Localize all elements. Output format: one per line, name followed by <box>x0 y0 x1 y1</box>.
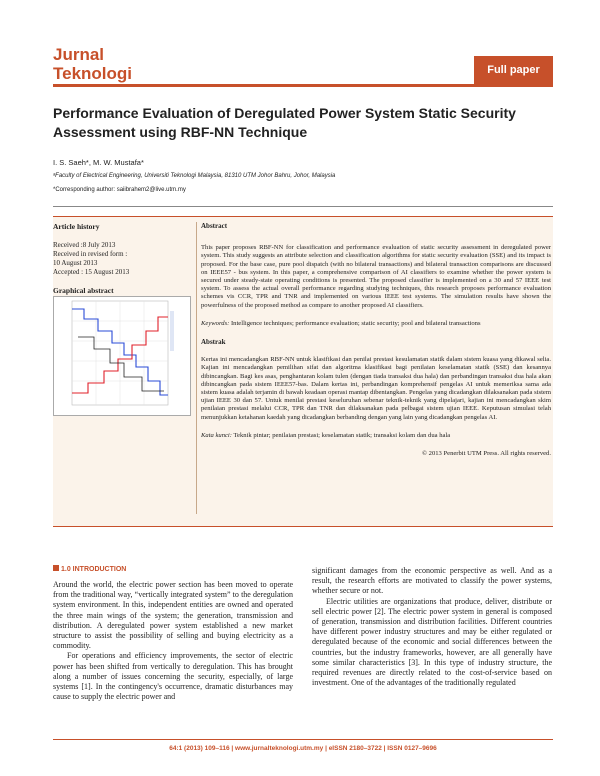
graphical-abstract-plot <box>54 297 190 415</box>
body-column-2 <box>312 566 552 688</box>
revised-date: 10 August 2013 <box>53 259 98 267</box>
section-marker-icon <box>53 565 59 571</box>
keywords-line <box>201 320 551 328</box>
article-history-heading: Article history <box>53 222 100 231</box>
body-column-1 <box>53 580 293 702</box>
intro-paragraph-3: significant damages from the economic perspective as well. And as a result, the research efforts are motivated to classify the power systems, whether secure or not. <box>312 566 552 596</box>
page-footer: 64:1 (2013) 109–116 | www.jurnalteknologi.utm.my | eISSN 2180–3722 | ISSN 0127–9696 <box>169 745 437 752</box>
paper-type-badge: Full paper <box>474 56 553 84</box>
authors: I. S. Saeh*, M. W. Mustafa* <box>53 158 144 167</box>
graphical-abstract-heading: Graphical abstract <box>53 286 114 295</box>
journal-logo <box>53 46 173 82</box>
intro-paragraph-1: Around the world, the electric power section has been moved to operate from the traditional way, “vertically integrated system” to the deregulation system environment. In this, independent entities are owned and operated the three main wings of the system; the generation, transmission and distribution. A deregulated power system established a new market structure to assist the possibility of selling and buying electricity as a commodity. <box>53 580 293 651</box>
intro-paragraph-4: Electric utilities are organizations that produce, deliver, distribute or sell electric power [2]. The electric power system in general is composed of generation, transmission and distribution facilities. Different countries have different power industry structures and may be either regulated or deregulated because of the economic and social differences between the countries, but the industry frameworks, however, are all generally have some similar characteristics [3]. In this type of industry structure, the required revenues are directly related to the cost-of-service based on investment. One of the advantages of the traditionally regulated <box>312 596 552 688</box>
accepted-date: Accepted : 15 August 2013 <box>53 268 130 276</box>
abstract-heading: Abstract <box>201 222 228 230</box>
header-rule <box>53 84 553 87</box>
abstrak-text: Kertas ini mencadangkan RBF-NN untuk klasifikasi dan penilai prestasi kesulamatan statik dalam sistem kuasa yang dikawal selia. Kajian ini mencadangkan pemilihan sifat dan algoritma klasifikasi bagi penilaian keselamatan statik (SSE) dan kesannya dibincangkan. Bagi kes asas, penghantaran kolam tulen (dengan tiada transaksi dua hala) dan perbandingan transaksi dua hala akan dibincangkan pada sistem IEEE57-bas. Dalam kertas ini, perbandingan komprehensif pengelas AI untuk memeriksa sama ada sistem kuasa adalah terjamin di bawah keadaan operasi mantap dibentangkan. Pengelas yang dicadangkan dilaksanakan pada sistem ujian IEEE 30 dan 57. Untuk menilai prestasi keseluruhan sebenar teknik-teknik yang dipelajari, kajian ini mencadangkan skim penilaian prestasi melalui CCR, TPR dan TNR dan dilaksanakan pada pelbagai sistem ujian IEEE. Keputusan simulasi telah menunjukkan ketahanan kaedah yang dicadangkan berbanding dengan yang lain yang dicadangkan pengelas AI. <box>201 356 551 421</box>
introduction-heading-text: 1.0 INTRODUCTION <box>61 566 127 573</box>
copyright: © 2013 Penerbit UTM Press. All rights reserved. <box>422 450 551 458</box>
abstrak-heading: Abstrak <box>201 338 226 347</box>
graphical-abstract-figure <box>53 296 191 416</box>
kata-kunci-line <box>201 432 551 440</box>
article-history <box>53 222 189 296</box>
legend-swatch <box>170 311 174 351</box>
kata-kunci-label: Kata kunci: <box>201 431 232 439</box>
kata-kunci: Teknik pintar; penilaian prestasi; keselamatan statik; transaksi kolam dan dua hala <box>233 431 451 439</box>
keywords: Intelligence techniques; performance evaluation; static security; pool and bilateral transactions <box>230 319 481 327</box>
journal-name-line1: Jurnal <box>53 45 105 64</box>
revised-label: Received in revised form : <box>53 250 128 258</box>
keywords-label: Keywords: <box>201 319 230 327</box>
introduction-heading <box>53 565 126 573</box>
abstract-text: This paper proposes RBF-NN for classification and performance evaluation of static security assessment in deregulated power system. This study suggests an attribute selection and classification algorithms for static security evaluation (SSE) and its impact is proposed. For the base case, pure pool dispatch (with no bilateral transactions) and bilateral transaction comparisons are discussed on IEEE57 - bus system. In this paper, a comprehensive comparison of AI classifiers to examine whether the power system is secured under steady-state operating conditions is presented. The proposed classifier is implemented on a 30 and 57 IEEE test system. To assess the actual overall performance regarding studying techniques, this research proposes performance evaluation schemes vis CCR, TPR and TNR and implemented on various IEEE test systems. The simulation results have shown the powerfulness of the proposed method as compare to another proposed AI classifiers. <box>201 244 551 309</box>
footer-rule <box>53 739 553 740</box>
journal-name-line2: Teknologi <box>53 64 133 83</box>
abstract-section <box>201 222 551 468</box>
affiliation: ᵃFaculty of Electrical Engineering, Universiti Teknologi Malaysia, 81310 UTM Johor Bahru, Johor, Malaysia <box>53 173 336 179</box>
column-divider <box>196 222 197 514</box>
divider <box>53 206 553 207</box>
received-date: Received :8 July 2013 <box>53 241 116 249</box>
paper-title: Performance Evaluation of Deregulated Power System Static Security Assessment using RBF-NN Technique <box>53 105 516 140</box>
intro-paragraph-2: For operations and efficiency improvements, the sector of electric power has been shifted from vertically to deregulation. This has brought along a number of issues concerning the security, especially, of large systems [1]. In the contingency's occurrence, dramatic disturbances may cause to supply the electric power and <box>53 651 293 702</box>
corresponding-author: *Corresponding author: saiibrahem2@live.utm.my <box>53 187 186 193</box>
